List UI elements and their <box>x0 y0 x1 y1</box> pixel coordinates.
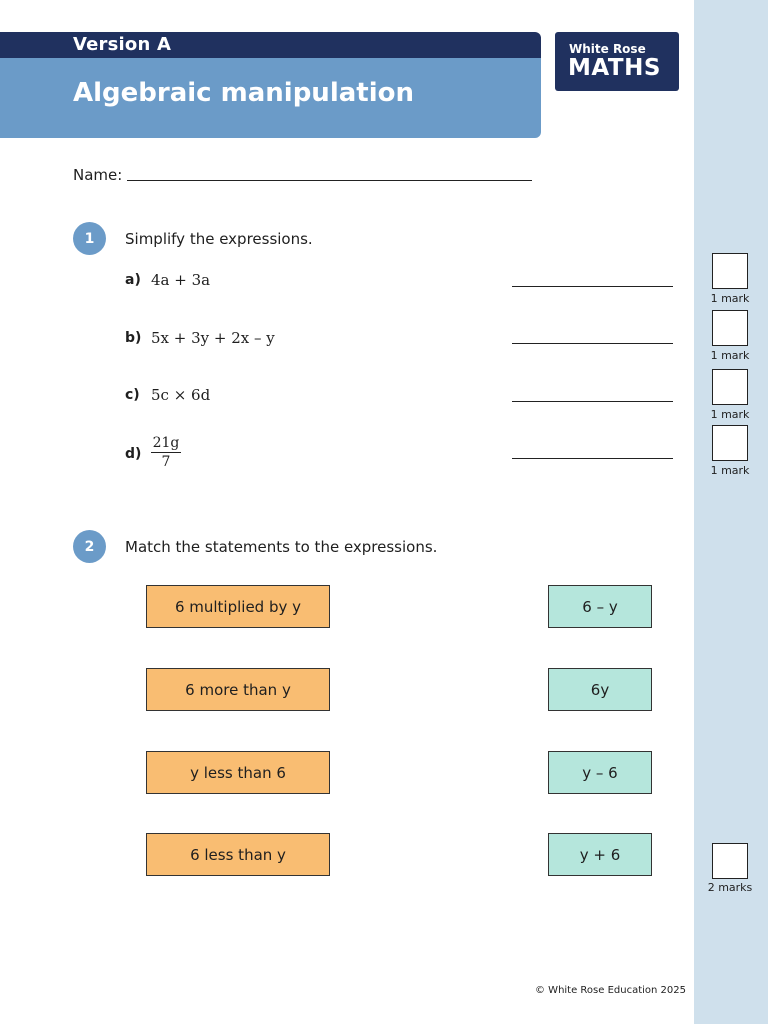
part-c-answer-line[interactable] <box>512 401 673 402</box>
name-label: Name: <box>73 166 123 184</box>
copyright-footer: © White Rose Education 2025 <box>535 985 687 996</box>
question-2-prompt: Match the statements to the expressions. <box>125 538 438 556</box>
fraction-numerator: 21g <box>152 435 180 451</box>
logo-bottom-text: MATHS <box>568 55 661 81</box>
mark-label-a: 1 mark <box>710 292 750 305</box>
mark-label-b: 1 mark <box>710 349 750 362</box>
expression-card-1[interactable]: 6 – y <box>548 585 652 628</box>
statement-card-2[interactable]: 6 more than y <box>146 668 330 711</box>
mark-box-d[interactable] <box>712 425 748 461</box>
part-b-answer-line[interactable] <box>512 343 673 344</box>
expression-card-3[interactable]: y – 6 <box>548 751 652 794</box>
question-1-prompt: Simplify the expressions. <box>125 230 313 248</box>
version-label: Version A <box>73 34 172 55</box>
question-1-number: 1 <box>73 222 106 255</box>
part-d-fraction <box>151 435 181 470</box>
mark-box-q2[interactable] <box>712 843 748 879</box>
mark-label-q2: 2 marks <box>707 881 753 894</box>
expression-card-2[interactable]: 6y <box>548 668 652 711</box>
part-b-expression: 5x + 3y + 2x – y <box>151 329 275 347</box>
statement-card-3[interactable]: y less than 6 <box>146 751 330 794</box>
part-a-answer-line[interactable] <box>512 286 673 287</box>
part-c-label: c) <box>125 387 140 403</box>
part-d-answer-line[interactable] <box>512 458 673 459</box>
question-2-number: 2 <box>73 530 106 563</box>
part-c-expression: 5c × 6d <box>151 386 211 404</box>
part-a-expression: 4a + 3a <box>151 271 211 289</box>
mark-label-c: 1 mark <box>710 408 750 421</box>
mark-box-b[interactable] <box>712 310 748 346</box>
page-title: Algebraic manipulation <box>73 78 414 108</box>
mark-box-c[interactable] <box>712 369 748 405</box>
part-d-label: d) <box>125 446 142 462</box>
part-a-label: a) <box>125 272 141 288</box>
mark-box-a[interactable] <box>712 253 748 289</box>
name-answer-line[interactable] <box>127 180 532 181</box>
expression-card-4[interactable]: y + 6 <box>548 833 652 876</box>
fraction-denominator: 7 <box>161 454 171 470</box>
white-rose-maths-logo <box>555 32 679 91</box>
part-b-label: b) <box>125 330 142 346</box>
logo-top-text: White Rose <box>569 42 646 56</box>
mark-label-d: 1 mark <box>710 464 750 477</box>
statement-card-1[interactable]: 6 multiplied by y <box>146 585 330 628</box>
statement-card-4[interactable]: 6 less than y <box>146 833 330 876</box>
